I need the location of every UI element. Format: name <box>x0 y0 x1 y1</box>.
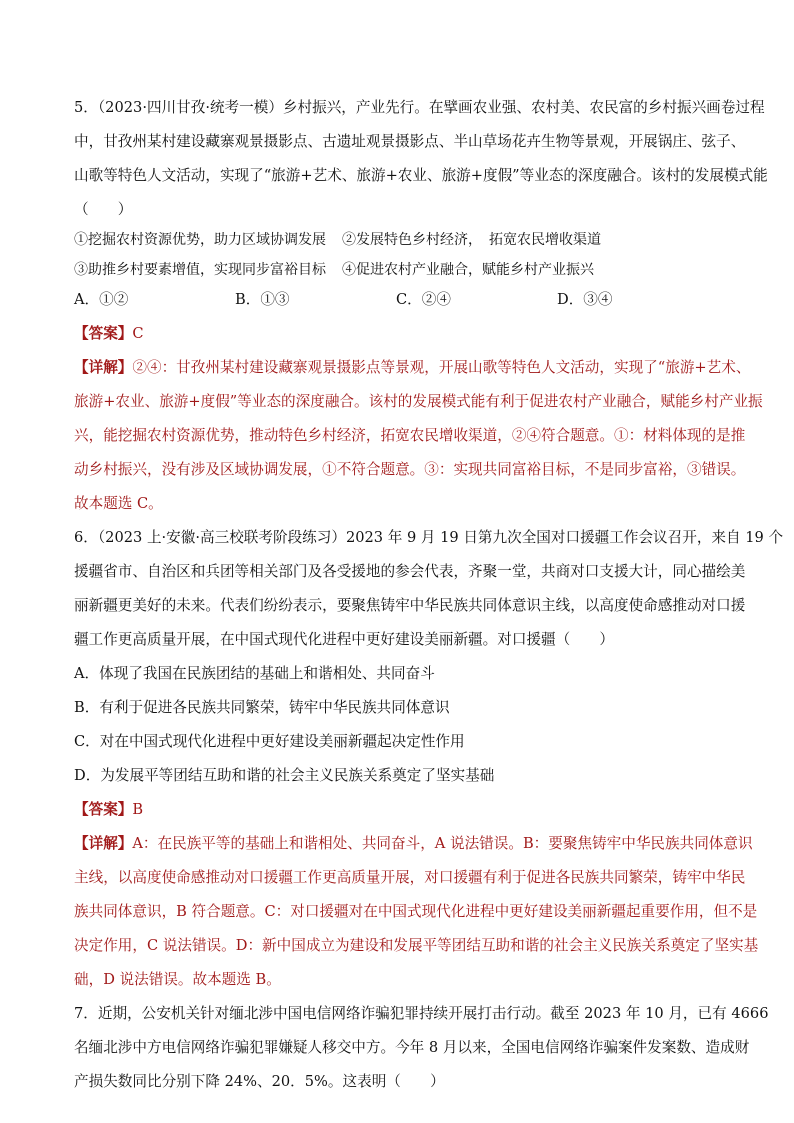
statement-3: ③助推乡村要素增值，实现同步富裕目标 <box>74 262 326 278</box>
answer-line <box>74 324 718 344</box>
detail-line: 决定作用，C 说法错误。D：新中国成立为建设和发展平等团结互助和谐的社会主义民族关系奠定了坚实基 <box>74 937 759 954</box>
question-stem-line: 6．（2023 上·安徽·高三校联考阶段练习）2023 年 9 月 19 日第九次全国对口援疆工作会议召开，来自 19 个 <box>74 529 784 546</box>
answer-value: B <box>132 801 144 818</box>
question-stem-line: 名缅北涉中方电信网络诈骗犯罪嫌疑人移交中方。今年 8 月以来，全国电信网络诈骗案件发案数、造成财 <box>74 1039 750 1056</box>
answer-label: 【答案】 <box>74 801 133 818</box>
question-6 <box>74 528 784 990</box>
option-c: C．②④ <box>396 291 451 308</box>
detail-line: 兴，能挖掘农村资源优势，推动特色乡村经济，拓宽农民增收渠道，②④符合题意。①：材料体现的是推 <box>74 427 746 444</box>
detail-line <box>74 834 753 854</box>
option-b: B．①③ <box>235 291 290 308</box>
statement-1: ①挖掘农村资源优势，助力区域协调发展 <box>74 232 326 248</box>
statement-2: ②发展特色乡村经济， 拓宽农民增收渠道 <box>342 232 601 248</box>
detail-line: 故本题选 C。 <box>74 495 163 512</box>
detail-text: ②④：甘孜州某村建设藏寨观景摄影点等景观，开展山歌等特色人文活动，实现了“旅游+艺术、 <box>132 359 751 376</box>
question-stem-line: （ ） <box>74 201 133 218</box>
question-stem-line: 疆工作更高质量开展，在中国式现代化进程中更好建设美丽新疆。对口援疆（ ） <box>74 631 614 648</box>
answer-options <box>74 290 718 310</box>
question-stem-line: 5．（2023·四川甘孜·统考一模）乡村振兴，产业先行。在擘画农业强、农村美、农民富的乡村振兴画卷过程 <box>74 99 765 116</box>
detail-line: 主线，以高度使命感推动对口援疆工作更高质量开展，对口援疆有利于促进各民族共同繁荣，铸牢中华民 <box>74 869 746 886</box>
statement-4: ④促进农村产业融合，赋能乡村产业振兴 <box>342 262 594 278</box>
question-stem-line: 援疆省市、自治区和兵团等相关部门及各受援地的参会代表，齐聚一堂，共商对口支援大计，同心描绘美 <box>74 563 746 580</box>
question-7 <box>74 1004 769 1092</box>
option-c: C．对在中国式现代化进程中更好建设美丽新疆起决定性作用 <box>74 733 465 750</box>
question-stem-line: 中，甘孜州某村建设藏寨观景摄影点、古遗址观景摄影点、半山草场花卉生物等景观，开展锅庄、弦子、 <box>74 133 746 150</box>
answer-label: 【答案】 <box>74 325 133 342</box>
detail-label: 【详解】 <box>74 359 133 376</box>
option-a: A．体现了我国在民族团结的基础上和谐相处、共同奋斗 <box>74 665 435 682</box>
detail-line: 动乡村振兴，没有涉及区域协调发展，①不符合题意。③：实现共同富裕目标，不是同步富裕，③错误。 <box>74 461 746 478</box>
answer-line <box>74 800 718 820</box>
option-d: D．③④ <box>557 291 613 308</box>
statement-row <box>74 230 718 250</box>
question-stem-line: 产损失数同比分别下降 24%、20．5%。这表明（ ） <box>74 1073 445 1090</box>
question-stem-line: 山歌等特色人文活动，实现了“旅游+艺术、旅游+农业、旅游+度假”等业态的深度融合。该村的发展模式能 <box>74 167 768 184</box>
detail-line: 旅游+农业、旅游+度假”等业态的深度融合。该村的发展模式能有利于促进农村产业融合，赋能乡村产业振 <box>74 393 763 410</box>
detail-line <box>74 358 751 378</box>
option-d: D．为发展平等团结互助和谐的社会主义民族关系奠定了坚实基础 <box>74 767 495 784</box>
question-stem-line: 丽新疆更美好的未来。代表们纷纷表示，要聚焦铸牢中华民族共同体意识主线，以高度使命感推动对口援 <box>74 597 746 614</box>
question-5 <box>74 98 768 514</box>
statement-row <box>74 260 718 280</box>
detail-text: A：在民族平等的基础上和谐相处、共同奋斗，A 说法错误。B：要聚焦铸牢中华民族共同体意识 <box>132 835 753 852</box>
detail-line: 族共同体意识，B 符合题意。C：对口援疆对在中国式现代化进程中更好建设美丽新疆起重要作用，但不是 <box>74 903 758 920</box>
option-b: B．有利于促进各民族共同繁荣，铸牢中华民族共同体意识 <box>74 699 450 716</box>
question-stem-line: 7．近期，公安机关针对缅北涉中国电信网络诈骗犯罪持续开展打击行动。截至 2023 年 10 月，已有 4666 <box>74 1005 769 1022</box>
detail-line: 础，D 说法错误。故本题选 B。 <box>74 971 281 988</box>
answer-value: C <box>132 325 144 342</box>
option-a: A．①② <box>74 291 129 308</box>
detail-label: 【详解】 <box>74 835 133 852</box>
